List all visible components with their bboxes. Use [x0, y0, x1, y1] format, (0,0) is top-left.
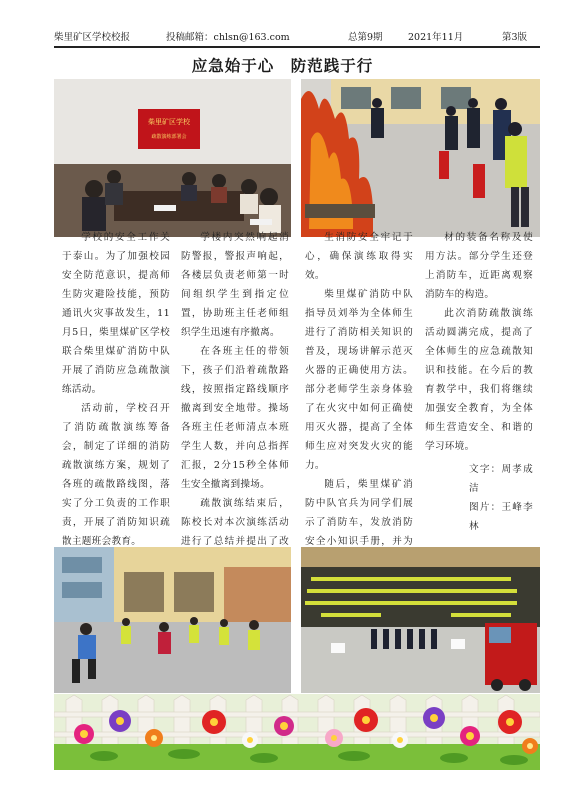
submission-email: 投稿邮箱：chlsn@163.com — [166, 32, 290, 43]
article-column-4 — [425, 228, 533, 536]
article-title: 应急始于心 防范践于行 — [191, 57, 374, 75]
article-paragraph: 学校的安全工作关于泰山。为了加强校园安全防范意识，提高师生防灾避险技能，预防通讯火灾事故发生，11月5日，柴里煤矿区学校联合柴里煤矿消防中队开展了消防应急疏散演练活动。 — [62, 232, 170, 395]
article-column-2 — [181, 228, 289, 570]
article-paragraph: 学楼内突然响起消防警报，警报声响起，各楼层负责老师第一时间组织学生到指定位置，协助班主任老师组织学生迅速有序撤离。 — [181, 232, 289, 338]
meeting-photo — [54, 79, 291, 237]
credit-text: 文字：周孝成洁 — [469, 464, 533, 494]
header-rule — [54, 46, 540, 48]
article-paragraph: 柴里煤矿消防中队指导员刘举为全体师生进行了消防相关知识的普及，现场讲解示范灭火器的正确使用方法。部分老师学生亲身体验了在火灾中如何正确使用灭火器，提高了全体师生应对突发火灾的能力。 — [305, 289, 413, 471]
newspaper-name: 柴里矿区学校校报 — [54, 32, 131, 43]
evacuation-photo — [54, 547, 291, 693]
assembly-photo — [301, 547, 540, 693]
article-paragraph: 活动前，学校召开了消防疏散演练筹备会，制定了详细的消防疏散演练方案，规划了各班的疏散路线图，落实了分工负责的工作职责，开展了消防知识疏散主题班会教育。 — [62, 403, 170, 547]
article-paragraph: 疏散演练结束后，陈校长对本次演练活动进行了总结并提出了改 — [181, 498, 289, 547]
page-header — [54, 30, 540, 46]
article-paragraph: 此次消防疏散演练活动圆满完成，提高了全体师生的应急疏散知识和技能。在今后的教育教学中，我们将继续加强安全教育，为全体师生营造安全、和谐的学习环境。 — [425, 308, 533, 452]
fire-demonstration-photo — [301, 79, 540, 237]
article-paragraph: 随后，柴里煤矿消防中队官兵为同学们展示了消防车，发放消防安全小知识手册，并为 — [305, 479, 413, 547]
banner-line-1: 柴里矿区学校 — [148, 118, 190, 126]
issue-number: 总第9期 — [348, 32, 383, 43]
banner-line-2: 疏散演练部署会 — [151, 134, 187, 140]
article-paragraph: 材的装备名称及使用方法。部分学生还登上消防车，近距离观察消防车的构造。 — [425, 232, 533, 300]
article-column-1 — [62, 228, 170, 570]
flower-fence-decoration — [54, 694, 540, 770]
article-paragraph: 在各班主任的带领下，孩子们沿着疏散路线，按照指定路线顺序撤离到安全地带。操场各班主任老师清点本班学生人数，并向总指挥汇报，2分15秒全体师生安全撤离到操场。 — [181, 346, 289, 490]
page-number: 第3版 — [502, 32, 528, 43]
article-paragraph: 生消防安全牢记于心，确保演练取得实效。 — [305, 232, 413, 281]
issue-date: 2021年11月 — [408, 32, 464, 43]
credit-photo: 图片：王峰李林 — [469, 502, 533, 532]
